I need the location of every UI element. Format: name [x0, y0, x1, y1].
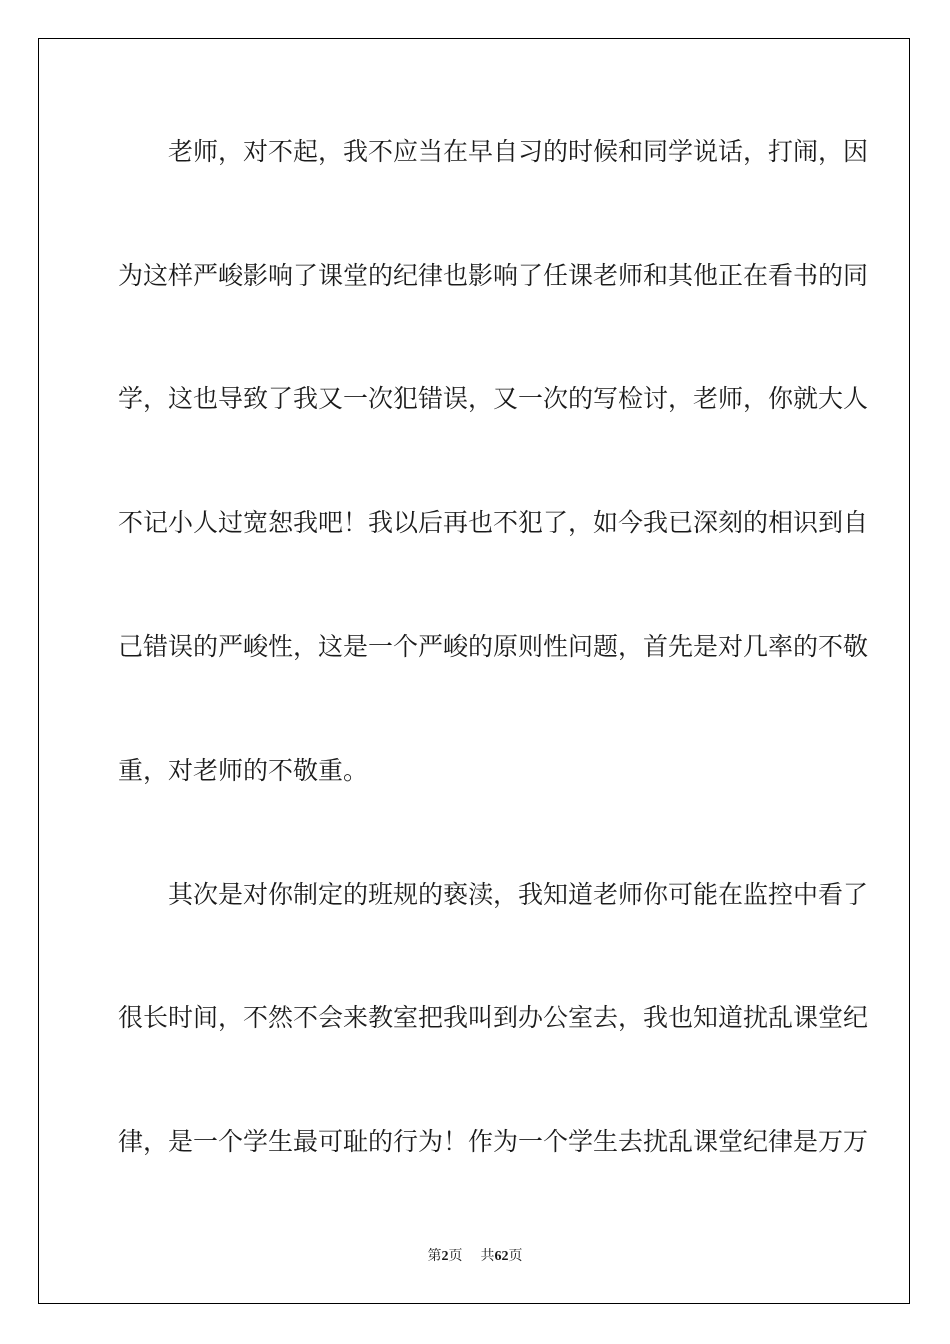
footer-total-pages: 62 — [494, 1249, 509, 1264]
page-footer — [0, 1248, 950, 1266]
paragraph-2-line-2: 很长时间，不然不会来教室把我叫到办公室去，我也知道扰乱课堂纪 — [118, 1003, 869, 1032]
footer-page-number: 2 — [441, 1249, 449, 1264]
paragraph-1-line-3: 学，这也导致了我又一次犯错误，又一次的写检讨，老师，你就大人 — [118, 384, 869, 413]
footer-total-suffix: 页 — [508, 1249, 523, 1264]
footer-page-prefix: 第 — [427, 1249, 442, 1264]
paragraph-1-line-6: 重，对老师的不敬重。 — [118, 756, 369, 785]
paragraph-1-line-5: 己错误的严峻性，这是一个严峻的原则性问题，首先是对几率的不敬 — [118, 632, 869, 661]
paragraph-2-line-1: 其次是对你制定的班规的亵渎，我知道老师你可能在监控中看了 — [168, 880, 869, 909]
paragraph-2-line-3: 律，是一个学生最可耻的行为！作为一个学生去扰乱课堂纪律是万万 — [118, 1127, 869, 1156]
paragraph-1-line-2: 为这样严峻影响了课堂的纪律也影响了任课老师和其他正在看书的同 — [118, 261, 869, 290]
footer-page-suffix: 页 — [448, 1249, 463, 1264]
paragraph-1-line-1: 老师，对不起，我不应当在早自习的时候和同学说话，打闹，因 — [168, 137, 869, 166]
page-border — [38, 38, 910, 1304]
footer-total-prefix: 共 — [480, 1249, 495, 1264]
paragraph-1-line-4: 不记小人过宽恕我吧！我以后再也不犯了，如今我已深刻的相识到自 — [118, 508, 869, 537]
